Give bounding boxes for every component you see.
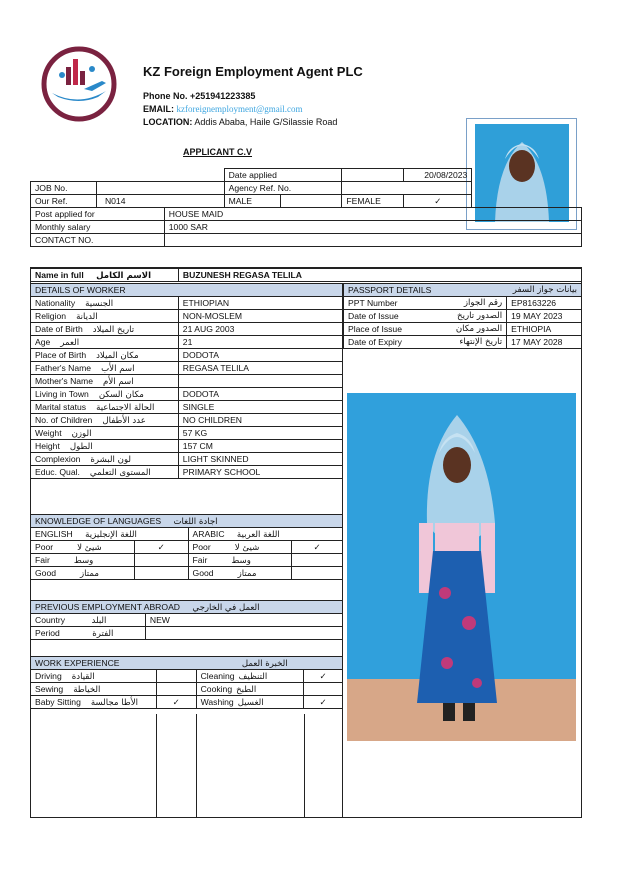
eng-level-cell [31,554,135,567]
details-row [31,440,343,453]
contact-value [164,234,581,247]
languages-title-cell [31,515,343,528]
passport-row [344,336,582,349]
details-label: Father's Name [35,362,92,373]
arb-level-check [292,554,343,567]
details-label-cell [31,440,179,453]
female-label: FEMALE [342,195,404,208]
previous-table [30,600,343,640]
passport-title-ar: بيانات جواز السفر [512,285,577,295]
eng-level-check: ✓ [134,541,188,554]
arb-level-label: Fair [192,554,208,565]
passport-row [344,310,582,323]
details-label: Date of Birth [35,323,83,334]
work-right-check: ✓ [304,696,343,709]
email-line [143,104,303,114]
email-label: EMAIL: [143,104,174,114]
details-label: Height [35,440,60,451]
eng-level-ar: ممتاز [80,568,99,579]
applicant-photo-full [347,393,576,741]
frame-divider [342,356,343,818]
languages-table [30,514,343,580]
applicant-top-table [30,168,582,247]
details-label-ar: الوزن [71,428,92,439]
arabic-label: ARABIC [192,528,225,539]
details-row [31,401,343,414]
details-row [31,414,343,427]
contact-label: CONTACT NO. [31,234,165,247]
language-level-row [31,541,343,554]
details-label: Marital status [35,401,87,412]
work-row [31,670,343,683]
arb-level-check: ✓ [292,541,343,554]
date-applied-value: 20/08/2023 [404,169,472,182]
salary-value: 1000 SAR [164,221,581,234]
details-label-cell [31,388,179,401]
work-left-cell [31,670,157,683]
arb-level-ar: ممتاز [237,568,257,579]
passport-value: ETHIOPIA [507,323,582,336]
work-right-check [304,683,343,696]
location-line [143,117,337,127]
arb-level-cell [188,541,292,554]
name-label: Name in full [35,269,84,280]
eng-level-ar: شيئ لا [77,542,102,553]
arb-level-ar: شيئ لا [234,542,260,553]
details-value: 57 KG [178,427,342,440]
details-label-ar: لون البشرة [90,454,132,465]
male-check [280,195,342,208]
work-right-label: Cleaning [200,670,235,681]
details-label-ar: المستوى التعلمي [89,467,151,478]
details-value: 21 AUG 2003 [178,323,342,336]
details-label: Complexion [35,453,81,464]
work-title-ar: الخبرة العمل [241,658,288,669]
country-label-cell [31,614,146,627]
details-row [31,297,343,310]
details-title: DETAILS OF WORKER [31,284,343,297]
details-row [31,427,343,440]
details-label-cell [31,414,179,427]
details-label-ar: العمر [60,337,80,348]
work-title: WORK EXPERIENCE [35,657,120,668]
language-level-row [31,554,343,567]
agency-ref-value [342,182,472,195]
salary-label: Monthly salary [31,221,165,234]
details-label-cell [31,375,179,388]
details-label-ar: الحالة الاجتماعية [96,402,155,413]
work-col-line-2 [196,714,197,818]
details-label-cell [31,427,179,440]
details-label-cell [31,401,179,414]
passport-label-ar: الصدور مكان [455,324,503,334]
details-label-cell [31,336,179,349]
name-label-cell [31,269,179,282]
passport-label-ar: الصدور تاريخ [457,311,503,321]
arb-level-label: Good [192,567,214,578]
passport-table [343,283,582,349]
work-left-cell [31,683,157,696]
date-applied-blank [342,169,404,182]
details-row [31,466,343,479]
work-left-check [156,670,196,683]
arb-level-ar: وسط [231,555,251,566]
work-left-label: Sewing [35,683,64,694]
previous-title-cell [31,601,343,614]
eng-level-cell [31,567,135,580]
arabic-header [188,528,342,541]
work-row [31,696,343,709]
passport-row [344,297,582,310]
details-row [31,310,343,323]
our-ref-value: N014 [96,195,224,208]
details-label-cell [31,297,179,310]
work-col-line-1 [156,714,157,818]
country-label-ar: البلد [91,615,107,626]
period-label: Period [35,627,60,638]
details-label: Weight [35,427,62,438]
email-value[interactable]: kzforeignemployment@gmail.com [176,104,303,114]
arb-level-cell [188,567,292,580]
country-value: NEW [145,614,342,627]
details-label-ar: الديانة [76,311,98,322]
details-value: 21 [178,336,342,349]
details-value: NO CHILDREN [178,414,342,427]
work-right-cell [196,696,304,709]
passport-title: PASSPORT DETAILS [348,285,432,295]
details-value: DODOTA [178,388,342,401]
work-left-check [156,683,196,696]
passport-label-ar: رقم الجواز [463,298,503,308]
work-right-check: ✓ [304,670,343,683]
eng-level-cell [31,541,135,554]
details-label-cell [31,466,179,479]
phone-value: +251941223385 [190,91,256,101]
work-right-label: Washing [200,696,234,707]
passport-value: 17 MAY 2028 [507,336,582,349]
passport-value: 19 MAY 2023 [507,310,582,323]
work-right-ar: الطبخ [236,684,257,695]
passport-label-cell [344,336,507,349]
agency-ref-label: Agency Ref. No. [224,182,342,195]
date-applied-label: Date applied [224,169,342,182]
phone-line [143,91,255,101]
passport-row [344,323,582,336]
details-label-ar: مكان الميلاد [96,350,139,361]
work-right-label: Cooking [200,683,233,694]
arb-level-label: Poor [192,541,211,552]
post-label: Post applied for [31,208,165,221]
details-label-cell [31,323,179,336]
details-label-cell [31,349,179,362]
work-right-ar: الغسيل [237,697,264,708]
eng-level-ar: وسط [73,555,94,566]
arb-level-cell [188,554,292,567]
location-value: Addis Ababa, Haile G/Silassie Road [194,117,338,127]
details-label-cell [31,362,179,375]
eng-level-label: Fair [35,554,50,565]
work-left-ar: القيادة [71,671,95,682]
passport-label: Place of Issue [348,324,402,334]
female-check: ✓ [404,195,472,208]
language-level-row [31,567,343,580]
languages-title: KNOWLEDGE OF LANGUAGES [35,515,162,526]
details-label-ar: عدد الأطفال [102,415,146,426]
passport-label-ar: تاريخ الإنتهاء [459,337,503,347]
details-label: Educ. Qual. [35,466,80,477]
passport-label: Date of Expiry [348,337,402,347]
male-label: MALE [224,195,280,208]
details-row [31,362,343,375]
details-value: SINGLE [178,401,342,414]
country-label: Country [35,614,66,625]
period-label-ar: الفترة [92,628,114,639]
details-label-ar: اسم الأم [103,376,134,387]
work-row [31,683,343,696]
job-no-value [96,182,224,195]
details-label-cell [31,310,179,323]
phone-label: Phone No. [143,91,188,101]
english-label-ar: اللغة الإنجليزية [85,529,137,540]
details-label-ar: مكان السكن [98,389,144,400]
period-value [145,627,342,640]
name-value: BUZUNESH REGASA TELILA [178,269,581,282]
details-row [31,349,343,362]
eng-level-label: Poor [35,541,54,552]
work-left-label: Driving [35,670,62,681]
details-value: LIGHT SKINNED [178,453,342,466]
location-label: LOCATION: [143,117,193,127]
work-left-label: Baby Sitting [35,696,81,707]
details-row [31,323,343,336]
post-value: HOUSE MAID [164,208,581,221]
passport-label-cell [344,310,507,323]
details-value: REGASA TELILA [178,362,342,375]
previous-title: PREVIOUS EMPLOYMENT ABROAD [35,601,181,612]
details-value: NON-MOSLEM [178,310,342,323]
work-left-cell [31,696,157,709]
company-name: KZ Foreign Employment Agent PLC [143,64,363,79]
details-label-cell [31,453,179,466]
period-label-cell [31,627,146,640]
work-table [30,656,343,709]
details-row [31,375,343,388]
passport-label: PPT Number [348,298,398,308]
details-label: Nationality [35,297,76,308]
details-value [178,375,342,388]
details-label-ar: الجنسية [85,298,114,309]
passport-label: Date of Issue [348,311,399,321]
details-label-ar: اسم الأب [101,363,135,374]
details-value: PRIMARY SCHOOL [178,466,342,479]
english-header [31,528,189,541]
arabic-label-ar: اللغة العربية [236,529,280,540]
work-left-ar: الأطا مجالسة [90,697,139,708]
details-value: 157 CM [178,440,342,453]
company-logo-icon [40,45,118,123]
passport-value: EP8163226 [507,297,582,310]
work-left-ar: الخياطة [73,684,101,695]
work-right-cell [196,670,304,683]
details-label: Mother's Name [35,375,93,386]
details-label: Living in Town [35,388,89,399]
work-right-cell [196,683,304,696]
english-label: ENGLISH [35,528,73,539]
work-right-ar: التنظيف [238,671,268,682]
our-ref-label: Our Ref. [31,195,97,208]
details-label-ar: الطول [69,441,93,452]
eng-level-check [134,567,188,580]
cv-title: APPLICANT C.V [183,147,253,157]
details-row [31,388,343,401]
details-table [30,283,343,479]
work-left-check: ✓ [156,696,196,709]
name-table [30,268,582,282]
previous-title-ar: العمل في الخارجي [192,602,260,613]
work-title-cell [31,657,343,670]
name-label-ar: الاسم الكامل [96,270,152,281]
details-row [31,453,343,466]
details-row [31,336,343,349]
job-no-label: JOB No. [31,182,97,195]
details-value: ETHIOPIAN [178,297,342,310]
details-value: DODOTA [178,349,342,362]
eng-level-check [134,554,188,567]
details-label: Religion [35,310,67,321]
details-label-ar: تاريخ الميلاد [92,324,135,335]
details-label: Age [35,336,51,347]
arb-level-check [292,567,343,580]
work-col-line-3 [304,714,305,818]
passport-label-cell [344,297,507,310]
passport-label-cell [344,323,507,336]
details-label: Place of Birth [35,349,87,360]
details-label: No. of Children [35,414,93,425]
passport-title-cell [344,284,582,297]
languages-title-ar: اجادة اللغات [173,516,218,527]
eng-level-label: Good [35,567,57,578]
